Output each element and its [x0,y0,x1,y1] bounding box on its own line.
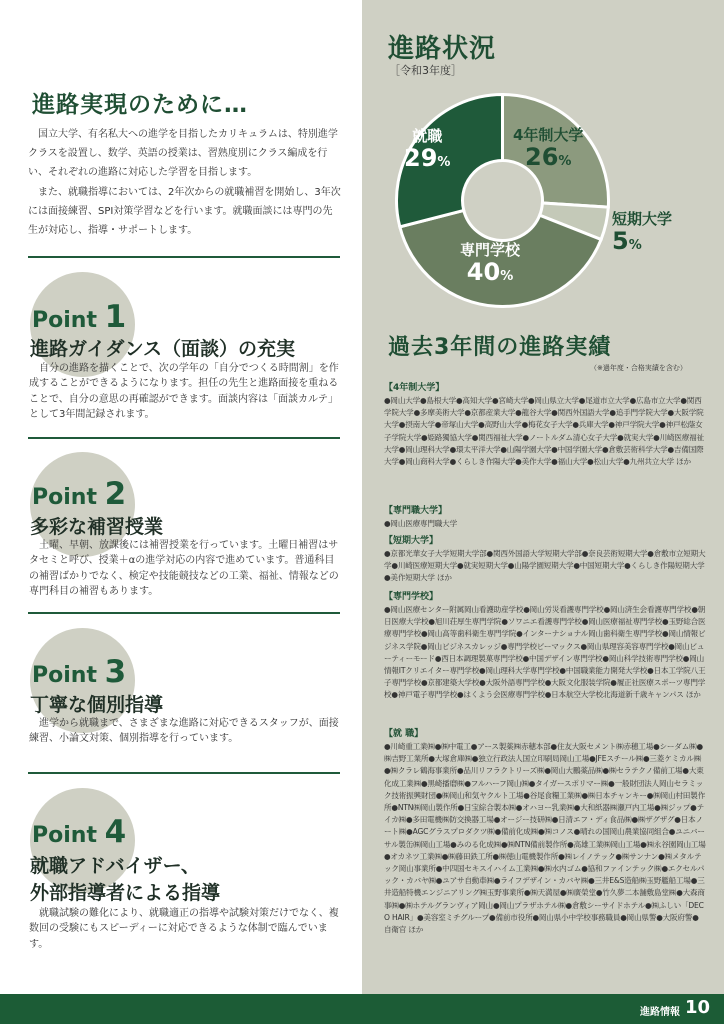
category-vocational [384,589,706,702]
category-heading: 【専門職大学】 [384,506,448,516]
point-4-text: 就職試験の難化により、就職適正の指導や試験対策だけでなく、複数回の受験にもスピーディーに対応できるような体制で臨んでいます。 [29,908,339,950]
point-4-heading: 就職アドバイザー、 [30,855,200,877]
category-list: ●川崎重工業㈱●㈱中電工●アース製薬㈱赤穂本部●住友大阪セメント㈱赤穂工場●シーダム㈱●㈱吉野工業所●大塚倉庫㈱●独立行政法人国立印刷局岡山工場●JFEスチール㈱●三菱ケミカル㈱●㈱クラレ鶴海事業所●品川リフラクトリーズ㈱●岡山大鵬薬品㈱●㈱セラテクノ備前工場●大東化成工業㈱●黒崎播磨㈱●フルハーフ岡山㈱●タイガースポリマー㈱●一般財団法人岡山セラミック技術振興財団●㈱岡山和気ヤクルト工場●谷尾食糧工業㈱●㈱日本チャンキー●㈱岡山村田製作所●NTN㈱岡山製作所●日宝綜合製本㈱●オハヨー乳業㈱●大和紙器㈱瀬戸内工場●㈱ジップ●テイカ㈱●多田電機㈱防交換器工場●オージー技研㈱●日清エフ・ディ食品㈱●㈱ザグザグ●日本ノート㈱●AGCグラスプロダクツ㈱●備前化成㈱●㈱コノス●晴れの国岡山農業協同組合●ユニバーサル製缶㈱岡山工場●みのる化成㈱●㈱NTN備前製作所●高雄工業㈱岡山工場●㈱永谷園岡山工場●オカネツ工業㈱●㈱藤田鉄工所●㈱徳山電機製作所●㈱レイノテック●㈱サンナン●㈱メタルテック岡山事業所●中四国セキスイハイム工業㈱●㈱水内ゴム●協和ファインテック㈱●エクセルパック・カバヤ㈱●ユアサ自動車㈱●ライフデザイン・カバヤ㈱●三井E&S造船㈱玉野艦船工場●三井造船特機エンジニアリング㈱玉野事業所●㈱天満屋●㈱廣榮堂●竹久夢二本舗敷島堂㈱●大森商事㈱●㈱ホテルグランヴィア岡山●岡山プラザホテル㈱●倉敷シーサイドホテル●㈱ふしい「DECO HAIR」●美容室ミチグループ●備前市役所●岡山県小中学校事務職員●岡山県警●大阪府警●自衛官 ほか [384,742,706,935]
category-heading: 【4年制大学】 [384,383,445,393]
intro-text [28,125,342,240]
intro-paragraph-2: また、就職指導においては、2年次からの就職補習を開始し、3年次には面接練習、SPI対策学習などを行います。就職面談には専門の先生が対応し、指導・サポートします。 [28,186,341,237]
footer-label: 進路情報 [640,1007,680,1018]
pie-label-4year: 4年制大学 26% [513,126,584,171]
status-subtitle: ［令和3年度］ [389,64,462,77]
category-employment [384,726,706,936]
point-1-text: 自分の進路を描くことで、次の学年の「自分でつくる時間割」を作成することができるようになります。担任の先生と進路面接を重ねることで、自分の意思の再確認ができます。面談内容は「面談カルテ」として3年間記録されます。 [29,363,339,421]
category-list: ●岡山医療専門職大学 [384,519,457,528]
point-2-heading: 多彩な補習授業 [30,516,164,538]
category-junior-college [384,533,706,585]
divider [28,256,340,258]
category-heading: 【短期大学】 [384,536,439,546]
category-list: ●岡山大学●島根大学●高知大学●宮崎大学●岡山県立大学●尾道市立大学●広島市立大学●関西学院大学●多摩美術大学●京都産業大学●龍谷大学●関西外国語大学●追手門学院大学●大阪学院大学●摂南大学●帝塚山大学●高野山大学●梅花女子大学●兵庫大学●神戸学院大学●神戸松蔭女子学院大学●姫路獨協大学●関西福祉大学●ノートルダム清心女子大学●就実大学●川崎医療福祉大学●岡山理科大学●環太平洋大学●山陽学園大学●中国学園大学●倉敷芸術科学大学●吉備国際大学●岡山商科大学●くらしき作陽大学●美作大学●福山大学●松山大学●九州共立大学 ほか [384,396,704,467]
point-1-heading: 進路ガイダンス（面談）の充実 [30,338,296,360]
divider [28,437,340,439]
category-professional-university [384,503,706,530]
main-title: 進路実現のために… [32,92,248,118]
point-4-heading-line2: 外部指導者による指導 [30,882,221,904]
point-3-text: 進学から就職まで、さまざまな進路に対応できるスタッフが、面接練習、小論文対策、個別指導を行っています。 [29,718,339,745]
divider [28,772,340,774]
past-results-title: 過去3年間の進路実績 [388,335,612,360]
footer-bar [0,994,724,1024]
point-1-label: Point 1 [32,299,127,335]
point-3-heading: 丁寧な個別指導 [30,694,164,716]
point-2-text: 土曜、早朝、放課後には補習授業を行っています。土曜日補習はサタセミと呼び、授業＋αの進学対応の内容で進めています。普通科目の補習ばかりでなく、検定や技能競技などの工業、福祉、情報などの専門科目の補習もあります。 [29,540,339,598]
status-title: 進路状況 [388,34,497,64]
category-heading: 【就 職】 [384,729,424,739]
category-list: ●岡山医療センター附属岡山看護助産学校●岡山労災看護専門学校●岡山済生会看護専門学校●朝日医療大学校●旭川荘厚生専門学院●ソワニエ看護専門学校●岡山医療福祉専門学校●玉野総合医療専門学校●岡山高等歯科衛生専門学院●インターナショナル岡山歯科衛生専門学校●岡山情報ビジネス学院●岡山ビジネスカレッジ●専門学校ビーマックス●岡山県理容美容専門学校●岡山ビューティーモード●西日本調理製菓専門学校●中国デザイン専門学校●岡山科学技術専門学校●岡山情報ITクリエイター専門学校●岡山理科大学専門学校●中国職業能力開発大学校●日本工学院八王子専門学校●京都建築大学校●大阪外語専門学校●大阪文化服装学院●履正社医療スポーツ専門学校●神戸電子専門学校●はくよう会医療専門学校●日本航空大学校北海道新千歳キャンパス ほか [384,605,706,700]
category-heading: 【専門学校】 [384,592,439,602]
pie-label-junior-college: 短期大学 5% [612,210,673,255]
pie-label-employment: 就職 29% [404,127,451,172]
point-4-label: Point 4 [32,814,127,850]
divider [28,612,340,614]
category-university [384,380,706,468]
past-results-note: （※過年度・合格実績を含む） [590,364,687,372]
point-3-label: Point 3 [32,654,127,690]
point-2-label: Point 2 [32,476,127,512]
category-list: ●京都光華女子大学短期大学部●関西外国語大学短期大学部●奈良芸術短期大学●倉敷市立短期大学●川崎医療短期大学●就実短期大学●山陽学園短期大学●中国短期大学●くらしき作陽短期大学●美作短期大学 ほか [384,549,706,583]
pie-label-vocational: 専門学校 40% [460,241,521,286]
page-number: 10 [684,997,710,1018]
intro-paragraph-1: 国立大学、有名私大への進学を目指したカリキュラムは、特別進学クラスを設置し、数学、英語の授業は、習熟度別にクラス編成を行い、それぞれの進路に対応した学習を目指します。 [28,129,338,179]
